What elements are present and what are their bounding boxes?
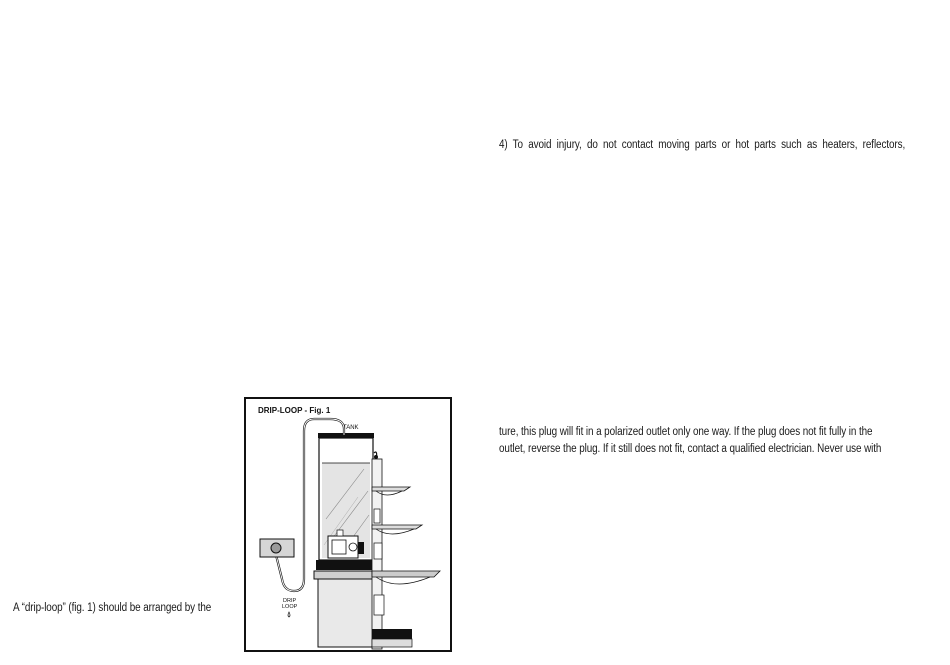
water-drop-icon [288,612,290,617]
safety-instruction-4: 4) To avoid injury, do not contact moving parts or hot parts such as heaters, reflectors, [499,139,906,151]
wall-outlet [260,539,294,557]
drip-loop-illustration [246,399,450,650]
aquarium-stand [314,571,378,647]
figure-title: DRIP-LOOP - Fig. 1 [258,406,331,415]
plug-instruction-line-1: ture, this plug will fit in a polarized outlet only one way. If the plug does not fit fully in the [499,426,873,438]
wall-shelves [372,459,440,649]
drip-loop-instruction: A “drip-loop” (fig. 1) should be arranged by the [13,602,212,614]
drip-label-line-2: LOOP [282,604,298,610]
tank-label: TANK [343,425,359,431]
drip-label-line-1: DRIP [283,598,297,604]
drip-loop-figure [244,397,452,652]
plug-instruction-line-2: outlet, reverse the plug. If it still does not fit, contact a qualified electrician. Never use with [499,443,882,455]
